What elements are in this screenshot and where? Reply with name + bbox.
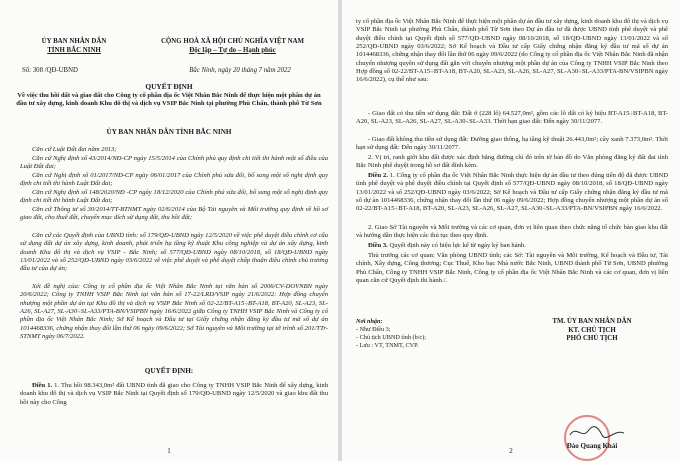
legal-basis-item: Căn cứ Nghị định số 43/2014/NĐ-CP ngày 15/5/2014 của Chính phủ quy định chi tiết thi hành một số điều của Luật Đất đai; <box>20 155 328 171</box>
agency-line-2: TỈNH BẮC NINH <box>47 46 101 54</box>
document-number: Số: 308 /QĐ-UBND <box>22 67 78 74</box>
article-1-item-2: 2. Vị trí, ranh giới khu đất được xác định bằng đường chỉ đỏ trên tờ bản đồ do Văn phòng đăng ký đất đai tỉnh Bắc Ninh phê duyệt trong hồ sơ đất đính kèm. <box>356 154 668 170</box>
land-allocation-bullet: - Giao đất không thu tiền sử dụng đất: Đường giao thông, hạ tầng kỹ thuật 26.443,0m²; cây xanh 7.373,0m². Thời hạn sử dụng đất: Đến ngày 30/11/2077. <box>356 136 668 152</box>
recipient-item: - Như Điều 3; <box>356 326 391 333</box>
article-1-continuation: ty cổ phần địa ốc Việt Nhân Bắc Ninh để thực hiện một phần dự án đầu tư xây dựng, kinh doanh khu đô thị và dịch vụ VSIP Bắc Ninh tại phường Phù Chẩn, thành phố Từ Sơn theo Dự án đầu tư đã được UBND tỉnh phê duyệt và phê duyệt điều chỉnh tại Quyết định số 577/QĐ-UBND ngày 08/10/2018, số 18/QĐ-UBND ngày 13/01/2022 và số 252/QĐ-UBND ngày 03/6/2022; Sở Kế hoạch và Đầu tư cấp Giấy chứng nhận đăng ký đầu tư mã số dự án 1014468336, chứng nhận thay đổi lần thứ 06 ngày 09/6/2022 (do Công ty cổ phần địa ốc Việt Nhân Bắc Ninh đã nhận chuyển nhượng quyền sử dụng đất gắn với chuyển nhượng một phần dự án của Công ty TNHH VSIP Bắc Ninh theo Hợp đồng số 02-22/BT-A15÷BT-A18, BT-A20, SL-A23, SL-A26, SL-A27, SL-A30÷SL-A33/PTA-BN/VSIPBN ngày 16/6/2022), cụ thể như sau: <box>356 18 668 84</box>
article-2-text: 1. Công ty cổ phần địa ốc Việt Nhân Bắc Ninh thực hiện dự án đầu tư theo đúng tiến độ đã được UBND tỉnh phê duyệt và phê duyệt điều chỉnh tại Quyết định số 577/QĐ-UBND ngày 08/10/2018, số 18/QĐ-UBND ngày 13/01/2022 và số 252/QĐ-UBND ngày 03/6/2022; Sở Kế hoạch và Đầu tư cấp Giấy chứng nhận đăng ký đầu tư mã số dự án 1014468336, chứng nhận thay đổi lần thứ 06 ngày 09/6/2022; Hợp đồng chuyển nhượng một phần dự án số 02-22/BT-A15÷BT-A18, BT-A20, SL-A23, SL-A26, SL-A27, SL-A30÷SL-A33/PTA-BN/VSIPBN ngày 16/6/2022. <box>356 172 669 213</box>
recipients-label: Nơi nhận: <box>356 318 383 325</box>
signature-block <box>512 318 672 344</box>
page-number: 2 <box>509 447 513 455</box>
national-motto <box>125 38 338 55</box>
issuing-agency <box>10 38 138 55</box>
article-2-item-2: 2. Giao Sở Tài nguyên và Môi trường và các cơ quan, đơn vị liên quan theo chức năng tổ chức bàn giao khu đất và hướng dẫn thực hiện các thủ tục theo quy định. <box>356 224 668 240</box>
signer-name: Đào Quang Khải <box>566 442 618 450</box>
recipient-item: - Lưu : VT, TNMT, CVP. <box>356 342 419 349</box>
article-3-text: Quyết định này có hiệu lực kể từ ngày ký ban hành. <box>389 242 526 249</box>
legal-basis-item: Căn cứ Luật Đất đai năm 2013; <box>32 146 117 153</box>
place-date: Bắc Ninh, ngày 20 tháng 7 năm 2022 <box>189 67 291 74</box>
legal-basis-item: Căn cứ Thông tư số 30/2014/TT-BTNMT ngày 02/6/2014 của Bộ Tài nguyên và Môi trường quy định về hồ sơ giao đất, cho thuê đất, chuyển mục đích sử dụng đất, thu hồi đất; <box>20 206 328 222</box>
legal-basis-item: Căn cứ Nghị định số 01/2017/NĐ-CP ngày 06/01/2017 của Chính phủ sửa đổi, bổ sung một số nghị định quy định chi tiết thi hành Luật Đất đai; <box>20 172 328 188</box>
agency-line-1: ỦY BAN NHÂN DÂN <box>41 38 107 45</box>
recipients-block <box>356 318 496 350</box>
article-2 <box>356 172 668 214</box>
document-page-1 <box>0 0 338 461</box>
document-page-2 <box>342 0 680 461</box>
issuing-authority: ỦY BAN NHÂN DÂN TỈNH BẮC NINH <box>106 128 232 136</box>
article-3-paragraph: Thủ trưởng các cơ quan: Văn phòng UBND tỉnh; các Sở: Tài nguyên và Môi trường, Kế hoạch và Đầu tư, Tài chính, Xây dựng, Công thương; Cục Thuế, Kho bạc Nhà nước Bắc Ninh, UBND thành phố Từ Sơn, UBND phường Phù Chẩn, Công ty TNHH VSIP Bắc Ninh, Công ty cổ phần địa ốc Việt Nhân Bắc Ninh và các cơ quan, đơn vị liên quan căn cứ Quyết định thi hành./. <box>356 252 668 285</box>
article-1-label: Điều 1. <box>32 382 53 389</box>
sign-line-2: KT. CHỦ TỊCH <box>568 326 616 334</box>
handwritten-signature <box>568 423 626 441</box>
article-3 <box>356 242 668 250</box>
legal-basis-item: Căn cứ các Quyết định của UBND tỉnh: số 179/QĐ-UBND ngày 12/5/2020 về việc phê duyệt điều chỉnh cơ cấu sử dụng đất dự án xây dựng, kinh doanh, phát triển hạ tầng kỹ thuật Khu công nghiệp và dự án xây dựng, kinh doanh Khu đô thị và dịch vụ VSIP - Bắc Ninh; số 577/QĐ-UBND ngày 08/10/2018, số 18/QĐ-UBND ngày 13/01/2022 và số 252/QĐ-UBND ngày 03/6/2022 về việc phê duyệt và phê duyệt chấp thuận điều chỉnh chủ trương đầu tư của dự án; <box>20 232 328 273</box>
sign-line-3: PHÓ CHỦ TỊCH <box>566 335 618 343</box>
page-number: 1 <box>167 447 171 455</box>
document-type: QUYẾT ĐỊNH <box>145 82 193 91</box>
nation-line-2: Độc lập – Tự do – Hạnh phúc <box>189 46 276 54</box>
land-allocation-bullet: - Giao đất có thu tiền sử dụng đất: Đất ở (228 lô) 64.527,0m², gồm các lô đất có ký hiệu BT-A15÷BT-A18, BT-A20, SL-A23, SL-A26, SL-A27, SL-A30÷SL-A33. Thời hạn giao đất: Đến ngày 30/11/2077. <box>356 110 668 126</box>
article-3-label: Điều 3. <box>368 242 388 249</box>
legal-basis-item: Xét đề nghị của: Công ty cổ phần địa ốc Việt Nhân Bắc Ninh tại văn bản số 2006/CV-DOVNBN ngày 20/6/2022; Công ty TNHH VSIP Bắc Ninh tại văn bản số 17-22/LRD/VSIP ngày 21/6/2022: Hợp đồng chuyển nhượng một phần dự án tại Khu đô thị và dịch vụ VSIP Bắc Ninh số 02-22/BT-A15÷BT-A18, BT-A20, SL-A23, SL-A26, SL-A27, SL-A30÷SL-A33/PTA-BN/VSIPBN ngày 16/6/2022 giữa Công ty TNHH VSIP Bắc Ninh và Công ty cổ phần địa ốc Việt Nhân Bắc Ninh; Sở Kế hoạch và Đầu tư tại Giấy chứng nhận đăng ký đầu tư mã số dự án 1014468336, chứng nhận thay đổi lần thứ 06 ngày 09/6/2022; Sở Tài nguyên và Môi trường tại tờ trình số 201/TTr-STNMT ngày 06/7/2022. <box>20 283 328 341</box>
article-1-text: 1. Thu hồi 98.343,0m² đất UBND tỉnh đã giao cho Công ty TNHH VSIP Bắc Ninh để xây dựng, kinh doanh khu đô thị và dịch vụ VSIP Bắc Ninh tại Quyết định số 179/QĐ-UBND ngày 12/5/2020 và giao khu đất thu hồi này cho Công <box>20 382 328 406</box>
recipient-item: - Chủ tịch UBND tỉnh (b/c); <box>356 334 426 341</box>
article-1-start <box>20 382 328 407</box>
sign-line-1: TM. ỦY BAN NHÂN DÂN <box>552 318 632 325</box>
nation-line-1: CỘNG HOÀ XÃ HỘI CHỦ NGHĨA VIỆT NAM <box>160 38 305 45</box>
document-subject: Về việc thu hồi đất và giao đất cho Công ty cổ phần địa ốc Việt Nhân Bắc Ninh để thực hiện một phần dự án đầu tư xây dựng, kinh doanh Khu đô thị và dịch vụ VSIP Bắc Ninh tại phường Phù Chẩn, thành phố Từ Sơn <box>16 92 322 108</box>
article-2-label: Điều 2. <box>368 172 388 179</box>
decides-heading: QUYẾT ĐỊNH: <box>144 367 194 375</box>
legal-basis-item: Căn cứ Nghị định số 148/2020/NĐ -CP ngày 18/12/2020 của Chính phủ sửa đổi, bổ sung một số nghị định quy định chi tiết thi hành Luật Đất đai; <box>20 189 328 205</box>
